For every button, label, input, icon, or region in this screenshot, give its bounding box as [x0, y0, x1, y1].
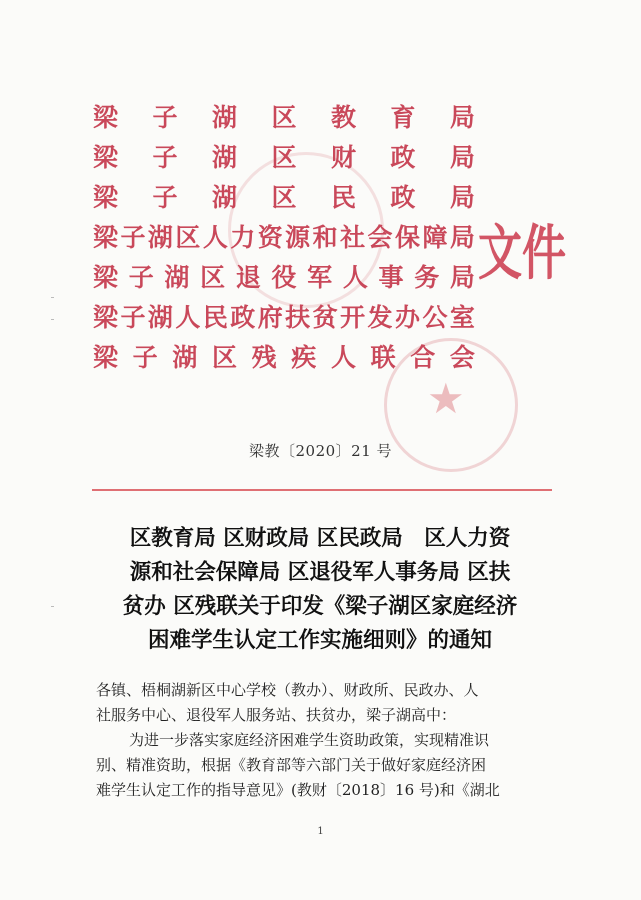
agency-char: 局 — [449, 183, 475, 212]
agency-char: 贫 — [312, 303, 338, 332]
agency-char: 军 — [307, 263, 333, 292]
agency-char: 湖 — [211, 183, 237, 212]
title-line: 区教育局 区财政局 区民政局 区人力资 — [129, 526, 511, 551]
body-line: 为进一步落实家庭经济困难学生资助政策，实现精准识 — [129, 731, 490, 749]
agency-char: 子 — [152, 103, 178, 132]
agency-char: 子 — [152, 183, 178, 212]
agency-name — [93, 178, 475, 218]
seal-star-icon: ★ — [427, 374, 465, 423]
agency-char: 湖 — [172, 343, 198, 372]
margin-mark — [51, 606, 54, 607]
agency-char: 民 — [202, 303, 228, 332]
agency-char: 教 — [330, 103, 356, 132]
title-line: 困难学生认定工作实施细则》的通知 — [147, 628, 492, 653]
agency-char: 子 — [152, 143, 178, 172]
agency-name — [93, 258, 475, 298]
agency-char: 政 — [230, 303, 256, 332]
agency-char: 湖 — [211, 103, 237, 132]
agency-char: 局 — [449, 103, 475, 132]
title-line: 源和社会保障局 区退役军人事务局 区扶 — [129, 560, 511, 585]
agency-char: 政 — [390, 143, 416, 172]
agency-char: 政 — [390, 183, 416, 212]
agency-char: 合 — [410, 343, 436, 372]
agency-char: 局 — [449, 263, 475, 292]
agency-name — [93, 298, 475, 338]
agency-name — [93, 338, 475, 378]
agency-char: 梁 — [93, 343, 119, 372]
agency-char: 保 — [394, 223, 420, 252]
agency-char: 区 — [271, 103, 297, 132]
agency-char: 湖 — [147, 223, 173, 252]
agency-char: 人 — [342, 263, 368, 292]
agency-char: 局 — [449, 223, 475, 252]
agency-char: 梁 — [93, 303, 119, 332]
agency-char: 湖 — [211, 143, 237, 172]
agency-char: 务 — [414, 263, 440, 292]
document-type-label: 文件 — [478, 219, 566, 289]
agency-char: 力 — [230, 223, 256, 252]
agency-char: 区 — [175, 223, 201, 252]
agency-char: 子 — [120, 223, 146, 252]
issuing-agencies — [93, 98, 475, 378]
agency-char: 残 — [251, 343, 277, 372]
body-line: 别、精准资助，根据《教育部等六部门关于做好家庭经济困 — [96, 756, 487, 774]
margin-mark — [51, 297, 54, 298]
agency-char: 梁 — [93, 143, 119, 172]
agency-name — [93, 218, 475, 258]
agency-char: 障 — [422, 223, 448, 252]
agency-char: 资 — [257, 223, 283, 252]
agency-char: 退 — [235, 263, 261, 292]
agency-char: 局 — [449, 143, 475, 172]
body-line: 难学生认定工作的指导意见》(教财〔2018〕16 号)和《湖北 — [96, 781, 500, 799]
agency-char: 人 — [330, 343, 356, 372]
agency-char: 育 — [390, 103, 416, 132]
agency-char: 联 — [370, 343, 396, 372]
agency-char: 民 — [330, 183, 356, 212]
agency-char: 扶 — [285, 303, 311, 332]
agency-char: 室 — [449, 303, 475, 332]
agency-char: 会 — [367, 223, 393, 252]
document-title — [100, 522, 540, 658]
agency-char: 梁 — [93, 263, 119, 292]
agency-char: 会 — [449, 343, 475, 372]
document-body — [96, 678, 546, 803]
body-line: 社服务中心、退役军人服务站、扶贫办，梁子湖高中： — [96, 706, 457, 724]
agency-char: 办 — [394, 303, 420, 332]
agency-char: 区 — [271, 143, 297, 172]
agency-char: 人 — [202, 223, 228, 252]
agency-char: 役 — [271, 263, 297, 292]
agency-char: 疾 — [291, 343, 317, 372]
agency-char: 开 — [340, 303, 366, 332]
agency-char: 区 — [271, 183, 297, 212]
agency-char: 府 — [257, 303, 283, 332]
agency-char: 梁 — [93, 223, 119, 252]
agency-char: 子 — [128, 263, 154, 292]
agency-char: 梁 — [93, 183, 119, 212]
agency-name — [93, 138, 475, 178]
agency-char: 源 — [285, 223, 311, 252]
agency-char: 公 — [422, 303, 448, 332]
agency-char: 子 — [132, 343, 158, 372]
title-line: 贫办 区残联关于印发《梁子湖区家庭经济 — [122, 594, 518, 619]
red-divider — [92, 489, 552, 491]
agency-name — [93, 98, 475, 138]
agency-char: 发 — [367, 303, 393, 332]
agency-char: 和 — [312, 223, 338, 252]
agency-char: 湖 — [164, 263, 190, 292]
body-line: 各镇、梧桐湖新区中心学校（教办）、财政所、民政办、人 — [96, 681, 479, 699]
agency-char: 子 — [120, 303, 146, 332]
document-number: 梁教〔2020〕21 号 — [248, 442, 393, 460]
agency-char: 人 — [175, 303, 201, 332]
page-number: 1 — [317, 826, 324, 837]
agency-char: 梁 — [93, 103, 119, 132]
agency-char: 事 — [378, 263, 404, 292]
agency-char: 区 — [211, 343, 237, 372]
agency-char: 财 — [330, 143, 356, 172]
margin-mark — [51, 319, 54, 320]
agency-char: 湖 — [147, 303, 173, 332]
agency-char: 社 — [340, 223, 366, 252]
agency-char: 区 — [200, 263, 226, 292]
